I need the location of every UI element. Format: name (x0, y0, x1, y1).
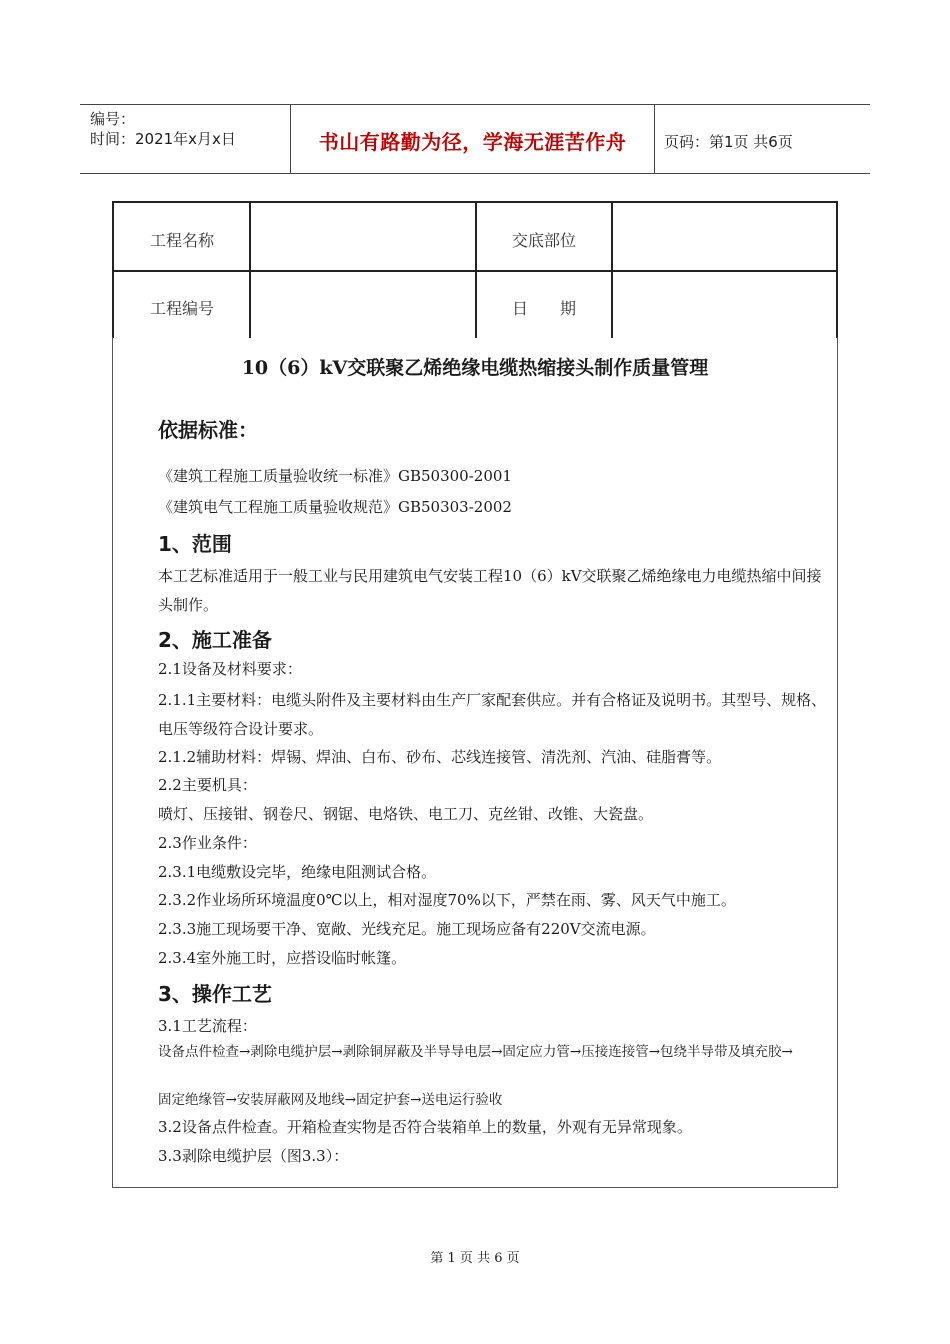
section-2-2: 2.2主要机具： (158, 776, 257, 794)
section-2-2-text: 喷灯、压接钳、钢卷尺、钢锯、电烙铁、电工刀、克丝钳、改锥、大瓷盘。 (158, 805, 654, 823)
document-number-label: 编号： (90, 110, 136, 128)
page-footer: 第 1 页 共 6 页 (430, 1251, 520, 1266)
page-header (80, 104, 870, 174)
header-page-code: 页码：第1页 共6页 (664, 133, 793, 151)
project-number-label: 工程编号 (150, 299, 215, 318)
handover-part-label: 交底部位 (512, 231, 577, 250)
header-motto: 书山有路勤为径，学海无涯苦作舟 (318, 130, 627, 154)
document-time-label: 时间：2021年x月x日 (90, 130, 236, 148)
section-3-1: 3.1工艺流程： (158, 1017, 257, 1035)
section-1-text: 本工艺标准适用于一般工业与民用建筑电气安装工程10（6）kV交联聚乙烯绝缘电力电缆热缩中间接头制作。 (158, 567, 822, 614)
document-title: 10（6）kV交联聚乙烯绝缘电缆热缩接头制作质量管理 (241, 357, 709, 379)
section-2-3-2: 2.3.2作业场所环境温度0℃以上，相对湿度70%以下，严禁在雨、雾、风天气中施工。 (158, 891, 736, 909)
section-2-3: 2.3作业条件： (158, 834, 257, 852)
section-2-3-1: 2.3.1电缆敷设完毕，绝缘电阻测试合格。 (158, 863, 437, 881)
section-2-1-2: 2.1.2辅助材料：焊锡、焊油、白布、砂布、芯线连接管、清洗剂、汽油、硅脂膏等。 (158, 748, 722, 766)
table-row-divider (114, 270, 836, 272)
section-2-1-1: 2.1.1主要材料：电缆头附件及主要材料由生产厂家配套供应。并有合格证及说明书。其型号、规格、电压等级符合设计要求。 (158, 691, 827, 738)
basis-heading: 依据标准： (158, 418, 258, 442)
section-2-3-4: 2.3.4室外施工时，应搭设临时帐篷。 (158, 949, 407, 967)
section-3-2: 3.2设备点件检查。开箱检查实物是否符合装箱单上的数量，外观有无异常现象。 (158, 1118, 692, 1136)
section-3-1-flow-line-1: 设备点件检查→剥除电缆护层→剥除铜屏蔽及半导导电层→固定应力管→压接连接管→包绕半导带及填充胶→ (158, 1044, 793, 1060)
header-divider (654, 105, 655, 173)
date-label: 日 期 (512, 299, 577, 318)
basis-standard-1: 《建筑工程施工质量验收统一标准》GB50300-2001 (158, 467, 512, 485)
section-2-1: 2.1设备及材料要求： (158, 660, 302, 678)
section-2-3-3: 2.3.3施工现场要干净、宽敞、光线充足。施工现场应备有220V交流电源。 (158, 920, 656, 938)
project-info-table (112, 201, 838, 338)
basis-standard-2: 《建筑电气工程施工质量验收规范》GB50303-2002 (158, 498, 512, 516)
section-3-3: 3.3剥除电缆护层（图3.3）： (158, 1147, 349, 1165)
section-3-1-flow-line-2: 固定绝缘管→安装屏蔽网及地线→固定护套→送电运行验收 (158, 1092, 503, 1108)
header-meta (90, 109, 300, 149)
section-2-heading: 2、施工准备 (158, 628, 272, 652)
project-name-label: 工程名称 (150, 231, 215, 250)
section-3-heading: 3、操作工艺 (158, 982, 272, 1006)
section-1-heading: 1、范围 (158, 532, 232, 556)
